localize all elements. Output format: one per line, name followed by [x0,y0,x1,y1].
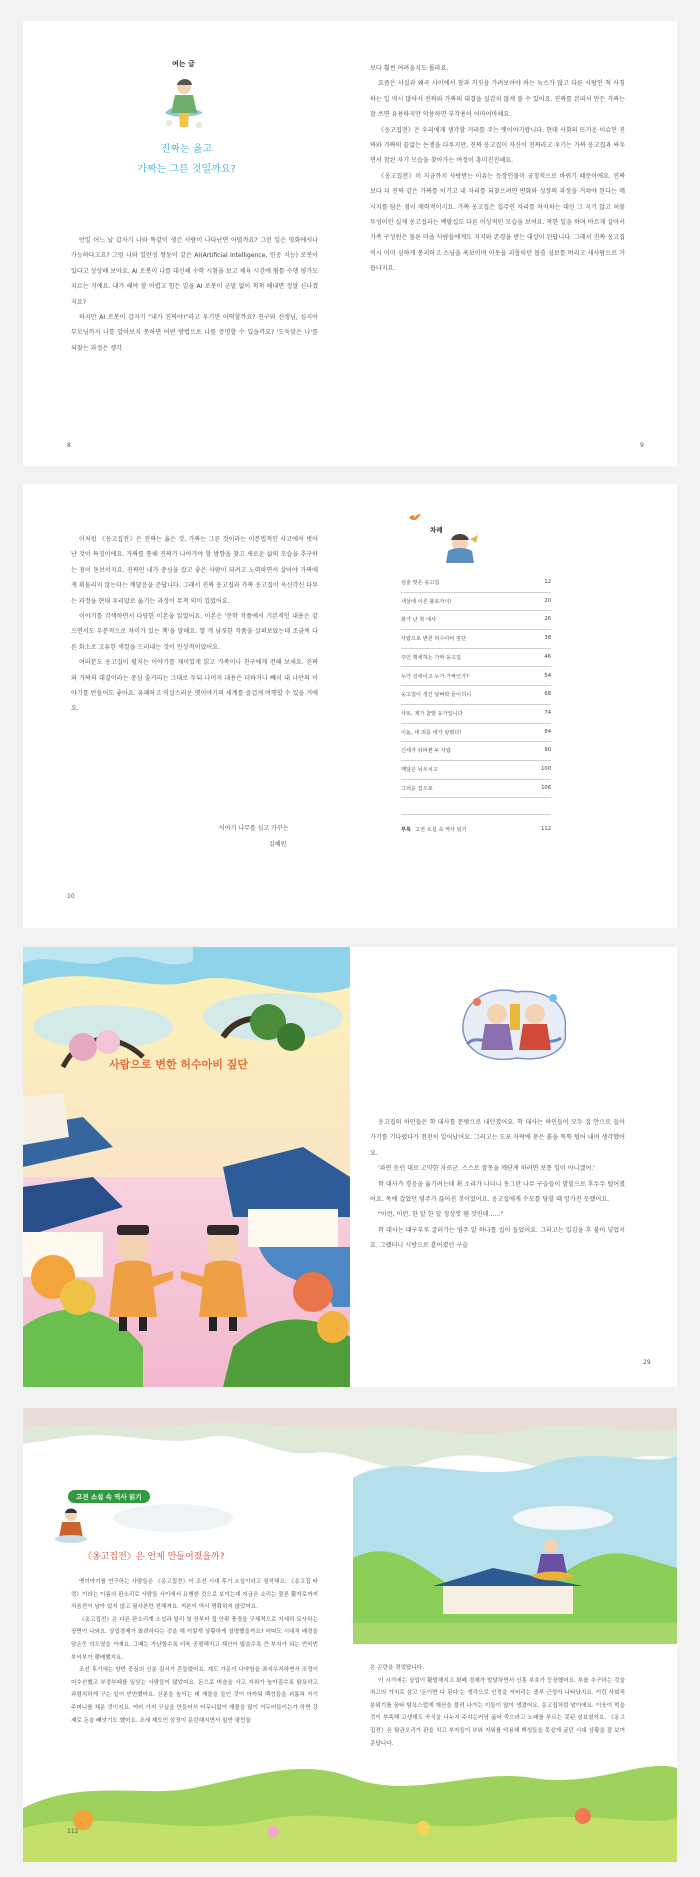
toc-entry-page: 106 [541,784,551,791]
paragraph: 보다 훨씬 어려울지도 몰라요. [370,65,449,72]
spread-preface [23,21,677,466]
paragraph: '과연 듣던 대로 고약한 자로군. 스스로 잘못을 깨닫게 하려면 보통 일이 아니겠어.' [378,1165,595,1173]
toc-entry[interactable] [401,742,551,761]
chapter-illustration-page [23,947,350,1387]
toc-appendix[interactable] [401,826,551,836]
preface-end-text [71,532,318,717]
toc-entry[interactable] [401,593,551,612]
toc-entry[interactable] [401,761,551,780]
toc-entry-page: 38 [544,635,551,642]
toc-entry[interactable] [401,630,551,649]
toc-entry-page: 12 [544,579,551,585]
signature-line: 이야기 나무를 심고 가꾸는 [219,825,289,832]
paragraph: 《옹고집전》이 지금까지 사랑받는 이유는 등장인물이 궁정적으로 바뀌기 때문이에요. 진짜보다 더 진짜 같은 가짜를 이기고 내 자리를 되찾으려면 변화와 성장의 과정을 거쳐야 한다는 메시지를 담은 점이 매력적이지요. 가짜 옹고집은 집주인 자리를 차지하는 대신 그 지기 않고 허물투성이인 실제 옹고집과는 백팔십도 다른 이상적인 모습을 보여요. 착한 일을 하며 바르게 살아서 가족 구성원은 물론 마을 사람들에게도 지지와 존경을 받는 대상이 된답니다. 그래서 진짜 옹고집 역시 이미 심하게 봉괴하고 스님을 욕보이며 이웃을 괴롭히던 몹쓸 심보를 버리고 새사람으로 거듭나지요. [370,172,625,273]
toc-entry-title: 심술 맞은 옹고집 [401,580,440,586]
preface-right-text [370,61,625,277]
appendix-right-text [370,1662,625,1750]
appendix-heading: 《옹고집전》은 언제 만들어졌을까? [83,1552,225,1562]
page-113 [350,1408,677,1862]
sage-portrait-illustration [440,531,480,563]
page-number: 10 [67,893,75,900]
spread-appendix [23,1408,677,1862]
toc-entry[interactable] [401,574,551,593]
toc-entry-title: 신세가 뒤바뀐 두 사람 [401,748,452,755]
page-number: 29 [643,1359,651,1366]
page-112 [23,1408,350,1862]
author-name: 김혜원 [269,841,287,848]
paragraph: 은 곤란을 겪었답니다. [370,1665,424,1671]
section-badge: 고전 소설 속 역사 읽기 [68,1490,150,1503]
chapter-title: 사람으로 변한 허수아비 짚단 [109,1058,248,1071]
paragraph: 여러분도 옹고집이 펼치는 이야기를 재미있게 읽고 가족이나 친구에게 전해 보세요. 진짜와 가짜의 대결이라는 중심 줄거리는 그대로 두되 나머지 내용은 더하거나 빼서 내 나만의 이야기를 만들어도 좋아요. 유쾌하고 익살스러운 옛이야기의 세계를 즐겁게 여행할 수 있을 거예요. [71,659,318,713]
page-number: 9 [640,442,644,449]
paragraph: 옹고집의 하인들은 학 대사를 문밖으로 내던졌어요. 학 대사는 하인들이 모두 집 안으로 들어가기를 기다렸다가 천천히 일어났어요. 그러고는 도포 자락에 묻은 흙을 툭툭 털어 내며 생각했어요. [370,1119,625,1157]
spread-toc [23,484,677,928]
toc-entry[interactable] [401,668,551,687]
toc-entry-title: 사람으로 변한 허수아비 짚단 [401,636,467,643]
village-scene-illustration [23,947,350,1387]
appendix-left-text [71,1576,318,1727]
toc-row-divider [401,797,551,798]
toc-divider [401,814,551,815]
toc-entry-title: 깨달은 뉘우치고 [401,767,438,773]
page-10 [23,484,350,928]
preface-header: 여는 글 [172,60,195,68]
appendix-page: 112 [541,826,551,832]
spread-chapter [23,947,677,1387]
toc-entry[interactable] [401,780,551,799]
paragraph: "이런, 이런. 한 알 한 알 정성껏 꿴 것인데……" [378,1211,504,1219]
page-29 [350,947,677,1387]
preface-title [103,140,270,180]
toc-entry-page: 90 [544,747,551,754]
toc-entry-page: 100 [541,766,551,772]
monk-and-scarecrow-illustration [457,984,571,1064]
toc-entry-title: 사또, 제가 참말 옹가입니다 [401,710,463,717]
toc-list [401,574,551,814]
sage-on-cloud-illustration [53,1506,89,1544]
toc-header: 차례 [430,526,443,534]
toc-entry-page: 20 [544,597,551,604]
toc-entry-title: 화가 난 학 대사 [401,617,437,624]
toc-entry[interactable] [401,611,551,630]
paragraph: 만일 어느 날 갑자기 나와 똑같이 생긴 사람이 나타난면 어떨까요? 그런 일은 영화에서나 가능하다고요? 그럼 나와 일란성 쌍둥이 같은 AI(Artificial Intelligence, 인공 지능) 로봇이 있다고 상상해 보아요. AI 로봇이 나를 대신해 수학 시험을 보고 체육 시간에 뜀틀 수행 평가도 치르는 거예요. 내가 해야 할 어렵고 힘든 일을 AI 로봇이 군말 없이 척척 해내면 정말 신나겠지요? [71,237,318,306]
flying-sage-illustration [161,73,207,133]
toc-entry-page: 26 [544,616,551,623]
paragraph: 하지만 AI 로봇이 갑자기 "내가 진짜야!"라고 우기면 어떡할까요? 친구와 선생님, 심지어 부모님까지 나를 알아보지 못하면 어떤 방법으로 나를 증명할 수 있을까요? '도둑맞은 나'를 되찾는 과정은 생각 [71,314,318,352]
paragraph: 이 시기에는 상업이 활발해지고 화폐 경제가 발달하면서 신흥 부호가 등장했어요. 부를 추구하는 것을 죄고의 가치로 삼고 '돈이면 다 된다'는 생각으로 인정을 저버리는 졸부 근성이 나타났지요. 이런 사회적 분위기를 꿈타 탐욕스럽게 재산을 불려 나가는 이들이 많이 생겼어요. 옹고집처럼 말이에요. 이웃이 먹을 것이 부족해 고생해도 곡식을 나누지 주지는커녕 굶어 죽으라고 노래를 부르는 못된 심보였지요. 《옹고집전》은 탐관오리가 판을 치고 부자들이 부와 지위를 악용해 백성들을 못살게 굴던 시대 상황을 잘 보여 준답니다. [370,1677,625,1747]
toc-entry[interactable] [401,705,551,724]
title-line-2: 가짜는 그른 것일까요? [137,164,236,175]
toc-entry-page: 74 [544,709,551,716]
paragraph: 학 대사는 대구부루 굴러가는 염주 알 하나를 집어 들었어요. 그러고는 입김을 후 불어 넣었지요. 그랬더니 시방으로 흩어졌던 구슬 [370,1226,625,1250]
toc-entry-page: 68 [544,691,551,698]
toc-entry-page: 84 [544,728,551,735]
toc-entry-title: 옹고집이 생긴 날벼락 들이더니 [401,692,472,699]
toc-entry[interactable] [401,686,551,705]
bird-icon [408,512,422,522]
paragraph: 《옹고집전》은 우리에게 생각할 거리를 주는 옛이야기랍니다. 현대 사회의 뜨거운 이슈인 진짜와 가짜의 끝없는 논쟁을 다루지만, 진짜 옹고집이 자신이 진짜라고 우기는 가짜 옹고집과 싸우면서 참된 자기 모습을 찾아가는 여정이 흥미진진해요. [370,126,625,165]
toc-entry-title: 그러운 집으로 [401,785,433,792]
chapter-text [370,1115,625,1254]
toc-entry-title: 이놈, 네 죄를 네가 알렸다! [401,729,462,736]
paragraph: 《옹고집전》은 다른 판소리계 소설과 달리 첫 장부터 집 안팎 풍경을 구체적으로 자세히 묘사하는 장면이 나와요. 상업경제가 화려하다는 것을 해 이렇게 상황하게 설명했을까요? 어떠도 시대적 배경을 담은듯 의도였을 거예요. 그때는 가난함수록 더욱 공평해지고 재산이 많을수록 큰 부자가 되는 빈익빈 부익부가 팽배했지요. [71,1616,318,1661]
toc-entry-title: 누가 진짜이고 누가 가짜인가? [401,673,469,680]
toc-entry-page: 46 [544,653,551,660]
page-8 [23,21,350,466]
title-line-1: 진짜는 옳고 [160,144,213,155]
toc-entry-page: 54 [544,672,551,679]
paragraph: 조선 후기에는 양반 중심의 신분 질서가 흔들렸어요. 재도 가문이 나약함을 좌지우지하면서 조정이 어수선했고 부정부패를 일삼는 사람들이 많았어요. 돈으로 벼슬을 사고 지위가 높아질수록 탐욕하고 과렴치하게 구는 일이 빈번했어요. 신분을 높이는 데 재물을 들인 것이 아까워 백성들을 괴롭혀 자기 주머니를 채운 것이지요. 여러 가지 구실을 만들어서 터무니없이 재물을 많이 거두어들이는가 하면 강제로 돈을 빼앗기도 했어요. 조세 제도인 삼정이 문란해지면서 일반 평민들 [71,1667,318,1724]
appendix-label: 부록 [401,827,412,833]
paragraph: 이처럼 《옹고집전》은 진짜는 옳은 것, 가짜는 그른 것이라는 이분법적인 사고에서 벗어난 것이 특징이에요. 가짜를 통해 진짜가 나아가야 할 방향을 찾고 새로운 삶의 모습을 추구하는 점이 돋보이지요. 진짜인 내가 중심을 잡고 좋은 사람이 되려고 노력하면서 살아야 가짜에게 휘둘리지 않는다는 깨달음을 준답니다. 그래서 진짜 옹고집과 가짜 옹고집이 옥신각신 다투는 과정을 현대 우리말로 옮기는 과정이 무척 의미 있었어요. [71,536,318,605]
page-toc [350,484,677,928]
toc-entry-title: 새살에 이른 불효자식! [401,598,452,605]
page-9 [350,21,677,466]
appendix-title: 고전 소설 속 역사 읽기 [415,827,467,833]
toc-entry[interactable] [401,649,551,668]
paragraph: 이야기를 각색하면서 다양한 이본을 읽었어요. 이본은 '문학 작품에서 기본적인 내용은 같으면서도 부분적으로 차이가 있는 책'을 말해요. 열 개 남짓한 작품을 살펴보았는데 조금씩 다른 화소로 고유한 색깔을 드러내는 것이 인상적이었어요. [71,613,318,651]
paragraph: 요즘은 사실과 왜곡 사이에서 참과 거짓을 가려보아야 하는 뉴스가 많고 다른 사람인 척 사칭하는 일 역시 많아서 진짜와 가짜의 대결을 실감치 않게 볼 수 있어요. 진짜를 본떠서 만든 가짜는 잘 쓰면 유용하지만 악용하면 부작용이 어마어마해요. [370,80,625,119]
page-number: 8 [67,442,71,449]
page-number: 112 [67,1828,79,1835]
preface-left-text [71,233,318,356]
paragraph: 학 대사가 경음을 옮기려는데 휙 소리가 나더니 동그란 나무 구슬들이 발밑으로 후두두 떨어졌어요. 목에 걸었던 염주가 끊어진 것이었어요. 옹고집에게 수모를 당할 때 망가진 듯했어요. [370,1180,625,1204]
paragraph: 옛이야기를 연구하는 사람들은 《옹고집전》이 조선 시대 후기 소설이라고 짐작해요. 《옹고집 타령》이라는 이름의 판소리로 사람들 사이에서 유행한 것으로 보이는데 지금은 소리는 물론 활자로까지 처음전이 남아 있지 않고 필사본만 전해져요. 저본이 역시 명확하지 않았어요. [71,1579,318,1611]
toc-entry-title: 주인 행세하는 가짜 옹고집 [401,654,462,661]
toc-entry[interactable] [401,724,551,743]
